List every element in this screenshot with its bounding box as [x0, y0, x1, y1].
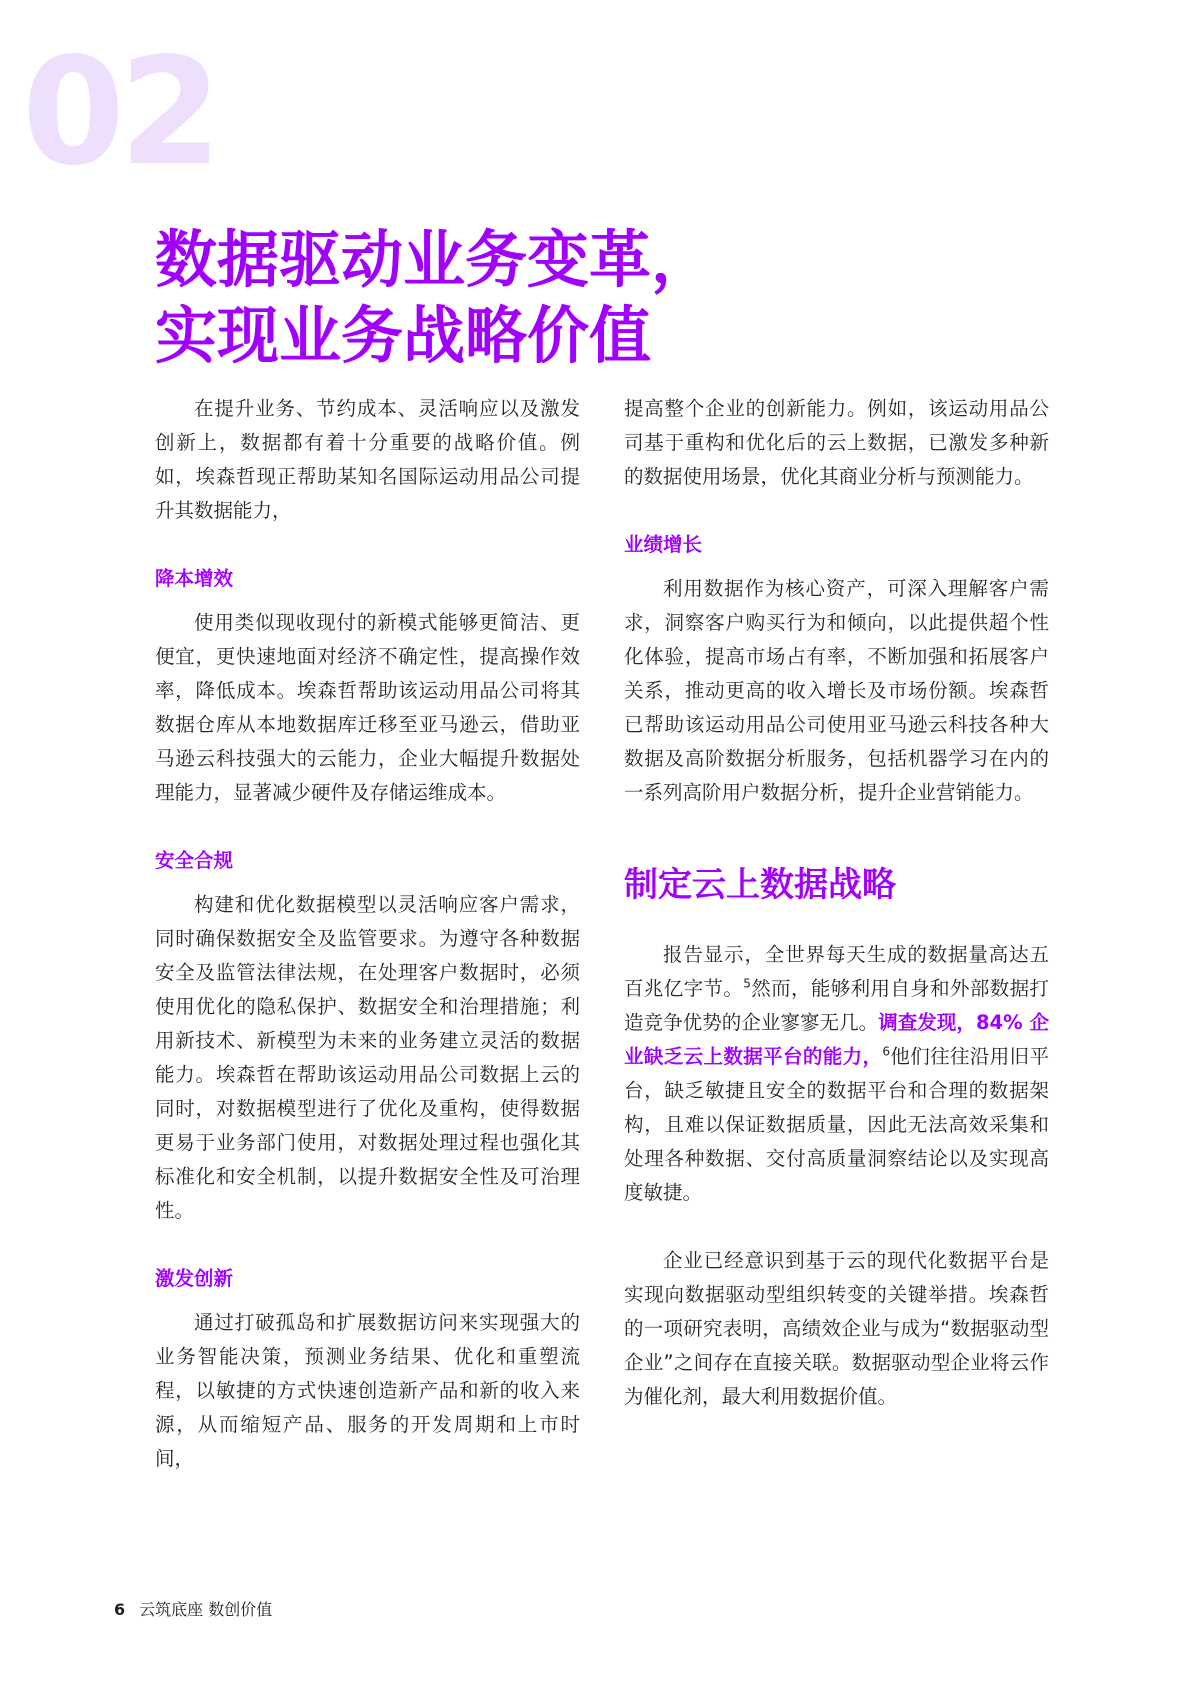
heading-cost-efficiency: 降本增效	[155, 567, 234, 590]
paragraph-cost-efficiency: 使用类似现收现付的新模式能够更简洁、更便宜，更快速地面对经济不确定性，提高操作效率，降低成本。埃森哲帮助该运动用品公司将其数据仓库从本地数据库迁移至亚马逊云，借助亚马逊云科技强大的云能力，企业大幅提升数据处理能力，显著减少硬件及存储运维成本。	[155, 611, 580, 804]
heading-innovation: 激发创新	[155, 1267, 234, 1290]
page-title-line-1: 数据驱动业务变革，	[155, 223, 714, 296]
right-column	[624, 392, 1049, 1414]
page-title	[155, 222, 1055, 374]
paragraph-security-compliance: 构建和优化数据模型以灵活响应客户需求，同时确保数据安全及监管要求。为遵守各种数据安全及监管法律法规，在处理客户数据时，必须使用优化的隐私保护、数据安全和治理措施；利用新技术、新模型为未来的业务建立灵活的数据能力。埃森哲在帮助该运动用品公司数据上云的同时，对数据模型进行了优化及重构，使得数据更易于业务部门使用，对数据处理过程也强化其标准化和安全机制，以提升数据安全性及可治理性。	[155, 893, 580, 1222]
left-column	[155, 392, 580, 1476]
intro-paragraph: 在提升业务、节约成本、灵活响应以及激发创新上，数据都有着十分重要的战略价值。例如，埃森哲现正帮助某知名国际运动用品公司提升其数据能力，	[155, 397, 580, 522]
paragraph-strategy-platform: 企业已经意识到基于云的现代化数据平台是实现向数据驱动型组织转变的关键举措。埃森哲的一项研究表明，高绩效企业与成为“数据驱动型企业”之间存在直接关联。数据驱动型企业将云作为催化剂，最大利用数据价值。	[624, 1249, 1049, 1408]
strategy-text-b: 然而，能够利用自身和外部数据打造竞争优势的企业寥寥无几。	[624, 977, 1049, 1034]
strategy-text-c: 他们往往沿用旧平台，缺乏敏捷且安全的数据平台和合理的数据架构，且难以保证数据质量，因此无法高效采集和处理各种数据、交付高质量洞察结论以及实现高度敏捷。	[624, 1045, 1049, 1204]
paragraph-growth: 利用数据作为核心资产，可深入理解客户需求，洞察客户购买行为和倾向，以此提供超个性化体验，提高市场占有率，不断加强和拓展客户关系，推动更高的收入增长及市场份额。埃森哲已帮助该运动用品公司使用亚马逊云科技各种大数据及高阶数据分析服务，包括机器学习在内的一系列高阶用户数据分析，提升企业营销能力。	[624, 577, 1049, 804]
survey-highlight: 调查发现，84% 企业缺乏云上数据平台的能力，	[624, 1011, 1049, 1068]
section-heading-cloud-data-strategy: 制定云上数据战略	[624, 865, 896, 905]
heading-growth: 业绩增长	[624, 533, 703, 556]
heading-security-compliance: 安全合规	[155, 849, 234, 872]
footnote-ref-6[interactable]: 6	[882, 1044, 890, 1059]
page-number: 6	[114, 1600, 126, 1619]
footer-title: 云筑底座 数创价值	[139, 1600, 273, 1619]
chapter-number: 02	[22, 26, 216, 198]
page-footer	[114, 1597, 272, 1620]
continuation-paragraph: 提高整个企业的创新能力。例如，该运动用品公司基于重构和优化后的云上数据，已激发多种新的数据使用场景，优化其商业分析与预测能力。	[624, 397, 1049, 488]
strategy-text-a: 报告显示，全世界每天生成的数据量高达五百兆亿字节。	[624, 943, 1049, 1000]
paragraph-strategy-report	[624, 938, 1049, 1210]
footnote-ref-5[interactable]: 5	[743, 976, 751, 991]
paragraph-innovation: 通过打破孤岛和扩展数据访问来实现强大的业务智能决策，预测业务结果、优化和重塑流程，以敏捷的方式快速创造新产品和新的收入来源，从而缩短产品、服务的开发周期和上市时间，	[155, 1311, 580, 1470]
page-title-line-2: 实现业务战略价值	[155, 299, 652, 372]
